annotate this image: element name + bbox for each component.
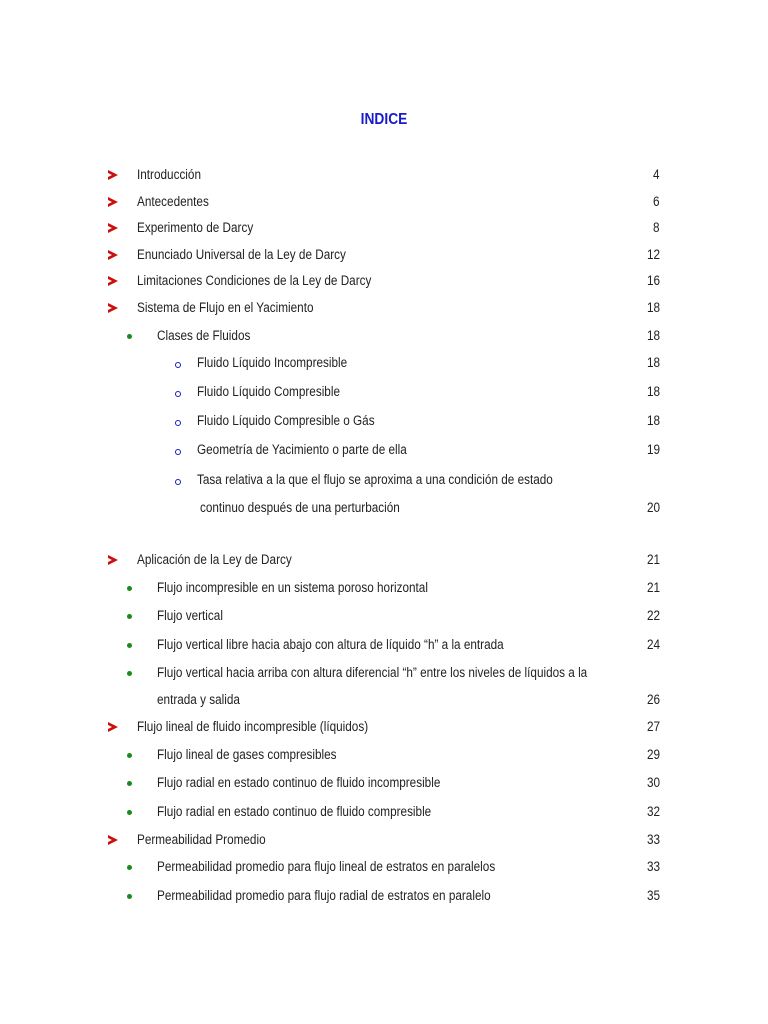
toc-entry (0, 440, 768, 460)
toc-entry-page: 12 (646, 247, 660, 262)
green-dot-bullet-icon (127, 671, 132, 676)
green-dot-bullet-icon (127, 586, 132, 591)
toc-entry-continuation (0, 690, 768, 710)
green-dot-bullet-icon (127, 643, 132, 648)
toc-entry-page: 4 (653, 167, 660, 182)
red-arrow-bullet-icon (108, 555, 118, 565)
red-arrow-bullet-icon (108, 276, 118, 286)
hollow-circle-bullet-icon (175, 362, 181, 368)
toc-entry-text: Flujo incompresible en un sistema poroso horizontal (157, 580, 428, 595)
toc-entry-page: 21 (646, 580, 660, 595)
red-arrow-bullet-icon (108, 250, 118, 260)
toc-entry-text: Flujo lineal de gases compresibles (157, 747, 337, 762)
toc-entry-text: Flujo vertical libre hacia abajo con altura de líquido “h” a la entrada (157, 637, 504, 652)
toc-entry-page: 24 (646, 637, 660, 652)
toc-entry-page: 33 (646, 859, 660, 874)
toc-entry (0, 717, 768, 737)
toc-entry (0, 411, 768, 431)
toc-entry-text-line2: entrada y salida (157, 692, 240, 707)
toc-entry-page: 18 (646, 328, 660, 343)
toc-entry-text: Flujo radial en estado continuo de fluido compresible (157, 804, 432, 819)
toc-entry-text: Flujo lineal de fluido incompresible (líquidos) (137, 719, 369, 734)
toc-entry-page: 18 (646, 384, 660, 399)
toc-entry-text: Tasa relativa a la que el flujo se aproxima a una condición de estado (197, 472, 553, 487)
hollow-circle-bullet-icon (175, 391, 181, 397)
toc-entry-page: 20 (646, 500, 660, 515)
green-dot-bullet-icon (127, 753, 132, 758)
toc-entry (0, 298, 768, 318)
toc-entry-text: Permeabilidad promedio para flujo lineal de estratos en paralelos (157, 859, 496, 874)
toc-entry (0, 830, 768, 850)
green-dot-bullet-icon (127, 334, 132, 339)
red-arrow-bullet-icon (108, 303, 118, 313)
toc-entry-page: 32 (646, 804, 660, 819)
toc-entry (0, 773, 768, 793)
toc-entry-text: Fluido Líquido Compresible (197, 384, 340, 399)
toc-entry (0, 326, 768, 346)
toc-entry (0, 578, 768, 598)
toc-entry-page: 26 (646, 692, 660, 707)
toc-entry-text: Flujo vertical (157, 608, 223, 623)
toc-entry (0, 886, 768, 906)
red-arrow-bullet-icon (108, 170, 118, 180)
toc-entry-page: 27 (646, 719, 660, 734)
toc-entry-text: Fluido Líquido Compresible o Gás (197, 413, 375, 428)
red-arrow-bullet-icon (108, 835, 118, 845)
toc-entry-page: 19 (646, 442, 660, 457)
toc-entry-text: Aplicación de la Ley de Darcy (137, 552, 292, 567)
toc-entry-continuation (0, 498, 768, 518)
toc-entry-text: Flujo radial en estado continuo de fluido incompresible (157, 775, 441, 790)
toc-entry (0, 802, 768, 822)
hollow-circle-bullet-icon (175, 449, 181, 455)
toc-entry-text: Permeabilidad Promedio (137, 832, 266, 847)
red-arrow-bullet-icon (108, 722, 118, 732)
toc-entry-text: Sistema de Flujo en el Yacimiento (137, 300, 314, 315)
toc-entry-page: 30 (646, 775, 660, 790)
green-dot-bullet-icon (127, 810, 132, 815)
toc-entry-text: Antecedentes (137, 194, 209, 209)
toc-entry (0, 857, 768, 877)
toc-entry-page: 22 (646, 608, 660, 623)
toc-entry-page: 35 (646, 888, 660, 903)
hollow-circle-bullet-icon (175, 479, 181, 485)
toc-entry-page: 29 (646, 747, 660, 762)
toc-entry-page: 8 (653, 220, 660, 235)
toc-entry-page: 21 (646, 552, 660, 567)
toc-entry (0, 606, 768, 626)
toc-entry (0, 165, 768, 185)
toc-entry (0, 218, 768, 238)
toc-entry-text: Flujo vertical hacia arriba con altura diferencial “h” entre los niveles de líquidos a la (157, 665, 588, 680)
index-title: INDICE (360, 111, 408, 128)
green-dot-bullet-icon (127, 894, 132, 899)
toc-entry-text: Geometría de Yacimiento o parte de ella (197, 442, 407, 457)
hollow-circle-bullet-icon (175, 420, 181, 426)
toc-entry (0, 745, 768, 765)
toc-entry-page: 33 (646, 832, 660, 847)
toc-entry-page: 6 (653, 194, 660, 209)
green-dot-bullet-icon (127, 614, 132, 619)
red-arrow-bullet-icon (108, 223, 118, 233)
green-dot-bullet-icon (127, 865, 132, 870)
toc-entry (0, 470, 768, 490)
green-dot-bullet-icon (127, 781, 132, 786)
toc-entry-page: 16 (646, 273, 660, 288)
toc-entry-text: Experimento de Darcy (137, 220, 254, 235)
toc-entry (0, 663, 768, 683)
toc-entry (0, 635, 768, 655)
toc-entry-text: Limitaciones Condiciones de la Ley de Darcy (137, 273, 372, 288)
toc-entry (0, 245, 768, 265)
toc-entry-text: Introducción (137, 167, 201, 182)
toc-entry (0, 550, 768, 570)
toc-entry-text: Clases de Fluidos (157, 328, 251, 343)
toc-entry (0, 382, 768, 402)
red-arrow-bullet-icon (108, 197, 118, 207)
toc-entry (0, 192, 768, 212)
toc-entry-page: 18 (646, 355, 660, 370)
toc-entry-text: Enunciado Universal de la Ley de Darcy (137, 247, 346, 262)
toc-entry-page: 18 (646, 300, 660, 315)
toc-entry (0, 271, 768, 291)
toc-entry-text: Fluido Líquido Incompresible (197, 355, 348, 370)
toc-entry-page: 18 (646, 413, 660, 428)
toc-entry-text-line2: continuo después de una perturbación (200, 500, 400, 515)
toc-entry-text: Permeabilidad promedio para flujo radial de estratos en paralelo (157, 888, 491, 903)
toc-entry (0, 353, 768, 373)
